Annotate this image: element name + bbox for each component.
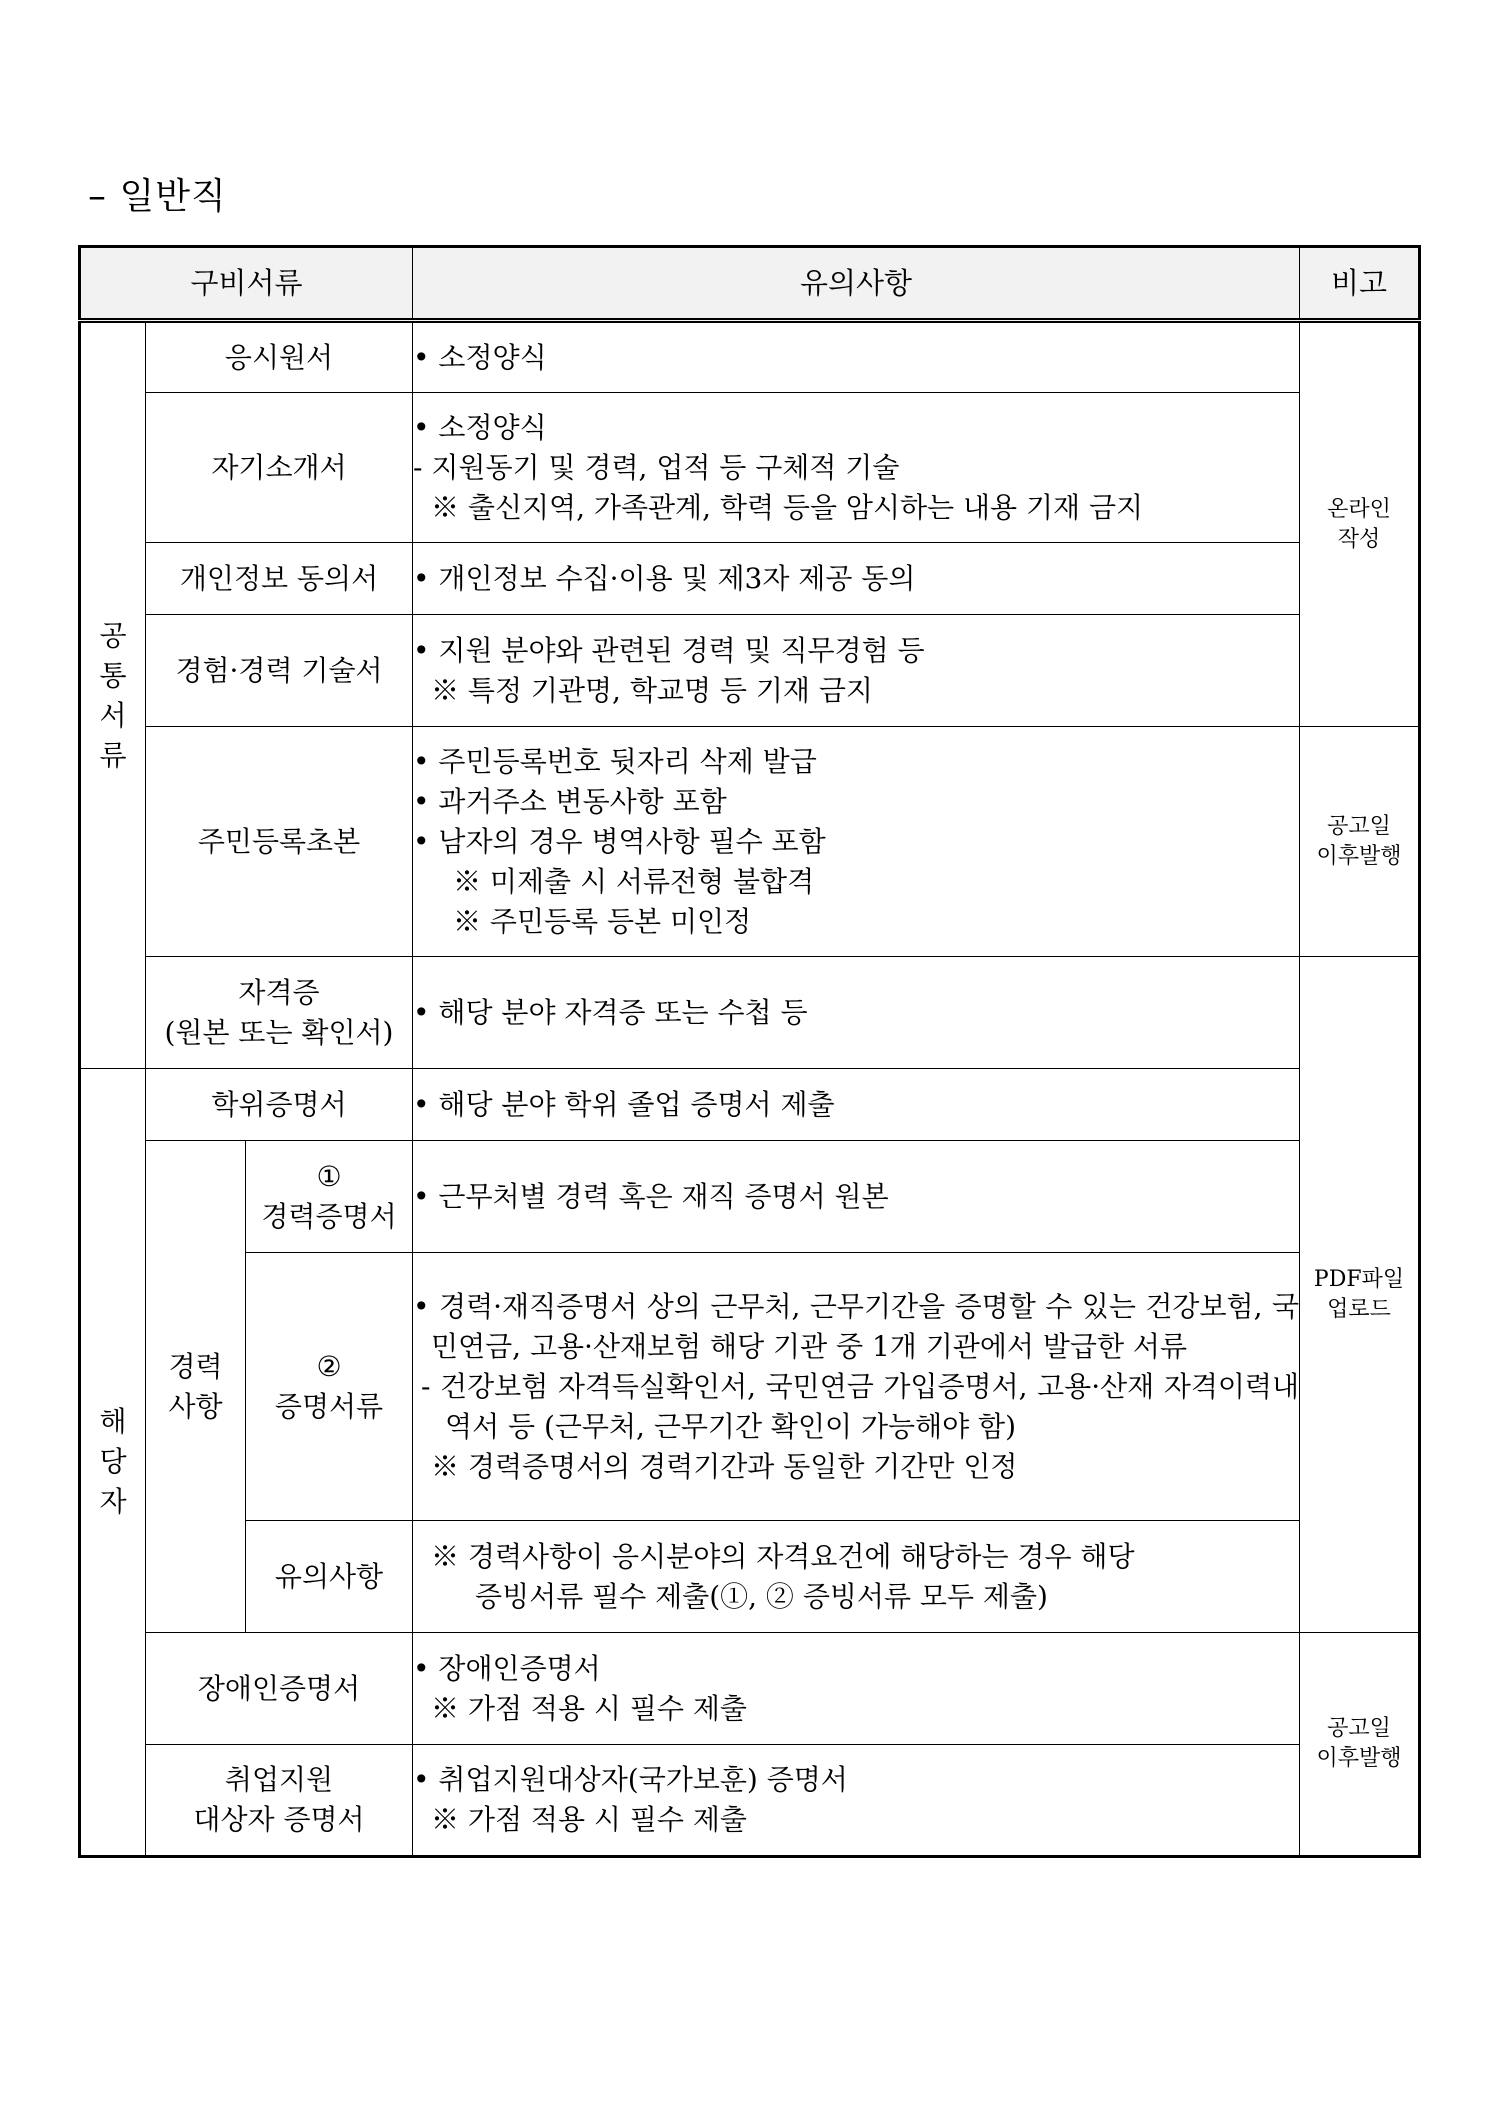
table-row bbox=[80, 615, 1420, 727]
group-applicable-documents: 해 당 자 bbox=[80, 1069, 146, 1857]
group-career: 경력 사항 bbox=[146, 1141, 246, 1633]
table-row bbox=[80, 321, 1420, 393]
doc-name-career-cert: ① 경력증명서 bbox=[246, 1141, 413, 1253]
doc-name-license: 자격증 (원본 또는 확인서) bbox=[146, 957, 413, 1069]
doc-name-privacy: 개인정보 동의서 bbox=[146, 543, 413, 615]
doc-name-degree: 학위증명서 bbox=[146, 1069, 413, 1141]
header-remarks: 비고 bbox=[1300, 247, 1420, 321]
table-row bbox=[80, 1633, 1420, 1745]
doc-name-resident: 주민등록초본 bbox=[146, 727, 413, 957]
doc-name-employment: 취업지원 대상자 증명서 bbox=[146, 1745, 413, 1857]
doc-note-application: • 소정양식 bbox=[413, 321, 1300, 393]
table-row bbox=[80, 393, 1420, 543]
doc-note-intro: • 소정양식 - 지원동기 및 경력, 업적 등 구체적 기술 ※ 출신지역, 가족관계, 학력 등을 암시하는 내용 기재 금지 bbox=[413, 393, 1300, 543]
doc-note-employment: • 취업지원대상자(국가보훈) 증명서 ※ 가점 적용 시 필수 제출 bbox=[413, 1745, 1300, 1857]
doc-name-career-caution: 유의사항 bbox=[246, 1521, 413, 1633]
doc-note-experience: • 지원 분야와 관련된 경력 및 직무경험 등 ※ 특정 기관명, 학교명 등 기재 금지 bbox=[413, 615, 1300, 727]
doc-note-career-proof: • 경력·재직증명서 상의 근무처, 근무기간을 증명할 수 있는 건강보험, 국민연금, 고용·산재보험 해당 기관 중 1개 기관에서 발급한 서류 - 건강보험 자격득실확인서, 국민연금 가입증명서, 고용·산재 자격이력내역서 등 (근무처, 근무기간 확인이 가능해야 함) ※ 경력증명서의 경력기간과 동일한 기간만 인정 bbox=[413, 1253, 1300, 1521]
doc-note-disability: • 장애인증명서 ※ 가점 적용 시 필수 제출 bbox=[413, 1633, 1300, 1745]
table-header-row bbox=[80, 247, 1420, 321]
table-row bbox=[80, 727, 1420, 957]
section-heading: – 일반직 bbox=[88, 176, 227, 217]
table-row bbox=[80, 1069, 1420, 1141]
doc-note-degree: • 해당 분야 학위 졸업 증명서 제출 bbox=[413, 1069, 1300, 1141]
table-row bbox=[80, 1745, 1420, 1857]
table-row bbox=[80, 543, 1420, 615]
required-documents-table bbox=[78, 245, 1421, 1858]
remark-after-announcement-1: 공고일 이후발행 bbox=[1300, 727, 1420, 957]
doc-name-experience: 경험·경력 기술서 bbox=[146, 615, 413, 727]
remark-pdf-upload: PDF파일 업로드 bbox=[1300, 957, 1420, 1633]
doc-name-intro: 자기소개서 bbox=[146, 393, 413, 543]
table-row bbox=[80, 957, 1420, 1069]
header-notes: 유의사항 bbox=[413, 247, 1300, 321]
table-row bbox=[80, 1253, 1420, 1521]
doc-name-application: 응시원서 bbox=[146, 321, 413, 393]
remark-after-announcement-2: 공고일 이후발행 bbox=[1300, 1633, 1420, 1857]
doc-note-license: • 해당 분야 자격증 또는 수첩 등 bbox=[413, 957, 1300, 1069]
group-common-documents: 공 통 서 류 bbox=[80, 321, 146, 1069]
doc-note-privacy: • 개인정보 수집·이용 및 제3자 제공 동의 bbox=[413, 543, 1300, 615]
doc-note-career-cert: • 근무처별 경력 혹은 재직 증명서 원본 bbox=[413, 1141, 1300, 1253]
table-row bbox=[80, 1141, 1420, 1253]
doc-name-career-proof: ② 증명서류 bbox=[246, 1253, 413, 1521]
doc-note-career-caution: ※ 경력사항이 응시분야의 자격요건에 해당하는 경우 해당 증빙서류 필수 제출(①, ② 증빙서류 모두 제출) bbox=[413, 1521, 1300, 1633]
header-documents: 구비서류 bbox=[80, 247, 413, 321]
remark-online: 온라인 작성 bbox=[1300, 321, 1420, 727]
table-row bbox=[80, 1521, 1420, 1633]
doc-name-disability: 장애인증명서 bbox=[146, 1633, 413, 1745]
doc-note-resident: • 주민등록번호 뒷자리 삭제 발급 • 과거주소 변동사항 포함 • 남자의 경우 병역사항 필수 포함 ※ 미제출 시 서류전형 불합격 ※ 주민등록 등본 미인정 bbox=[413, 727, 1300, 957]
